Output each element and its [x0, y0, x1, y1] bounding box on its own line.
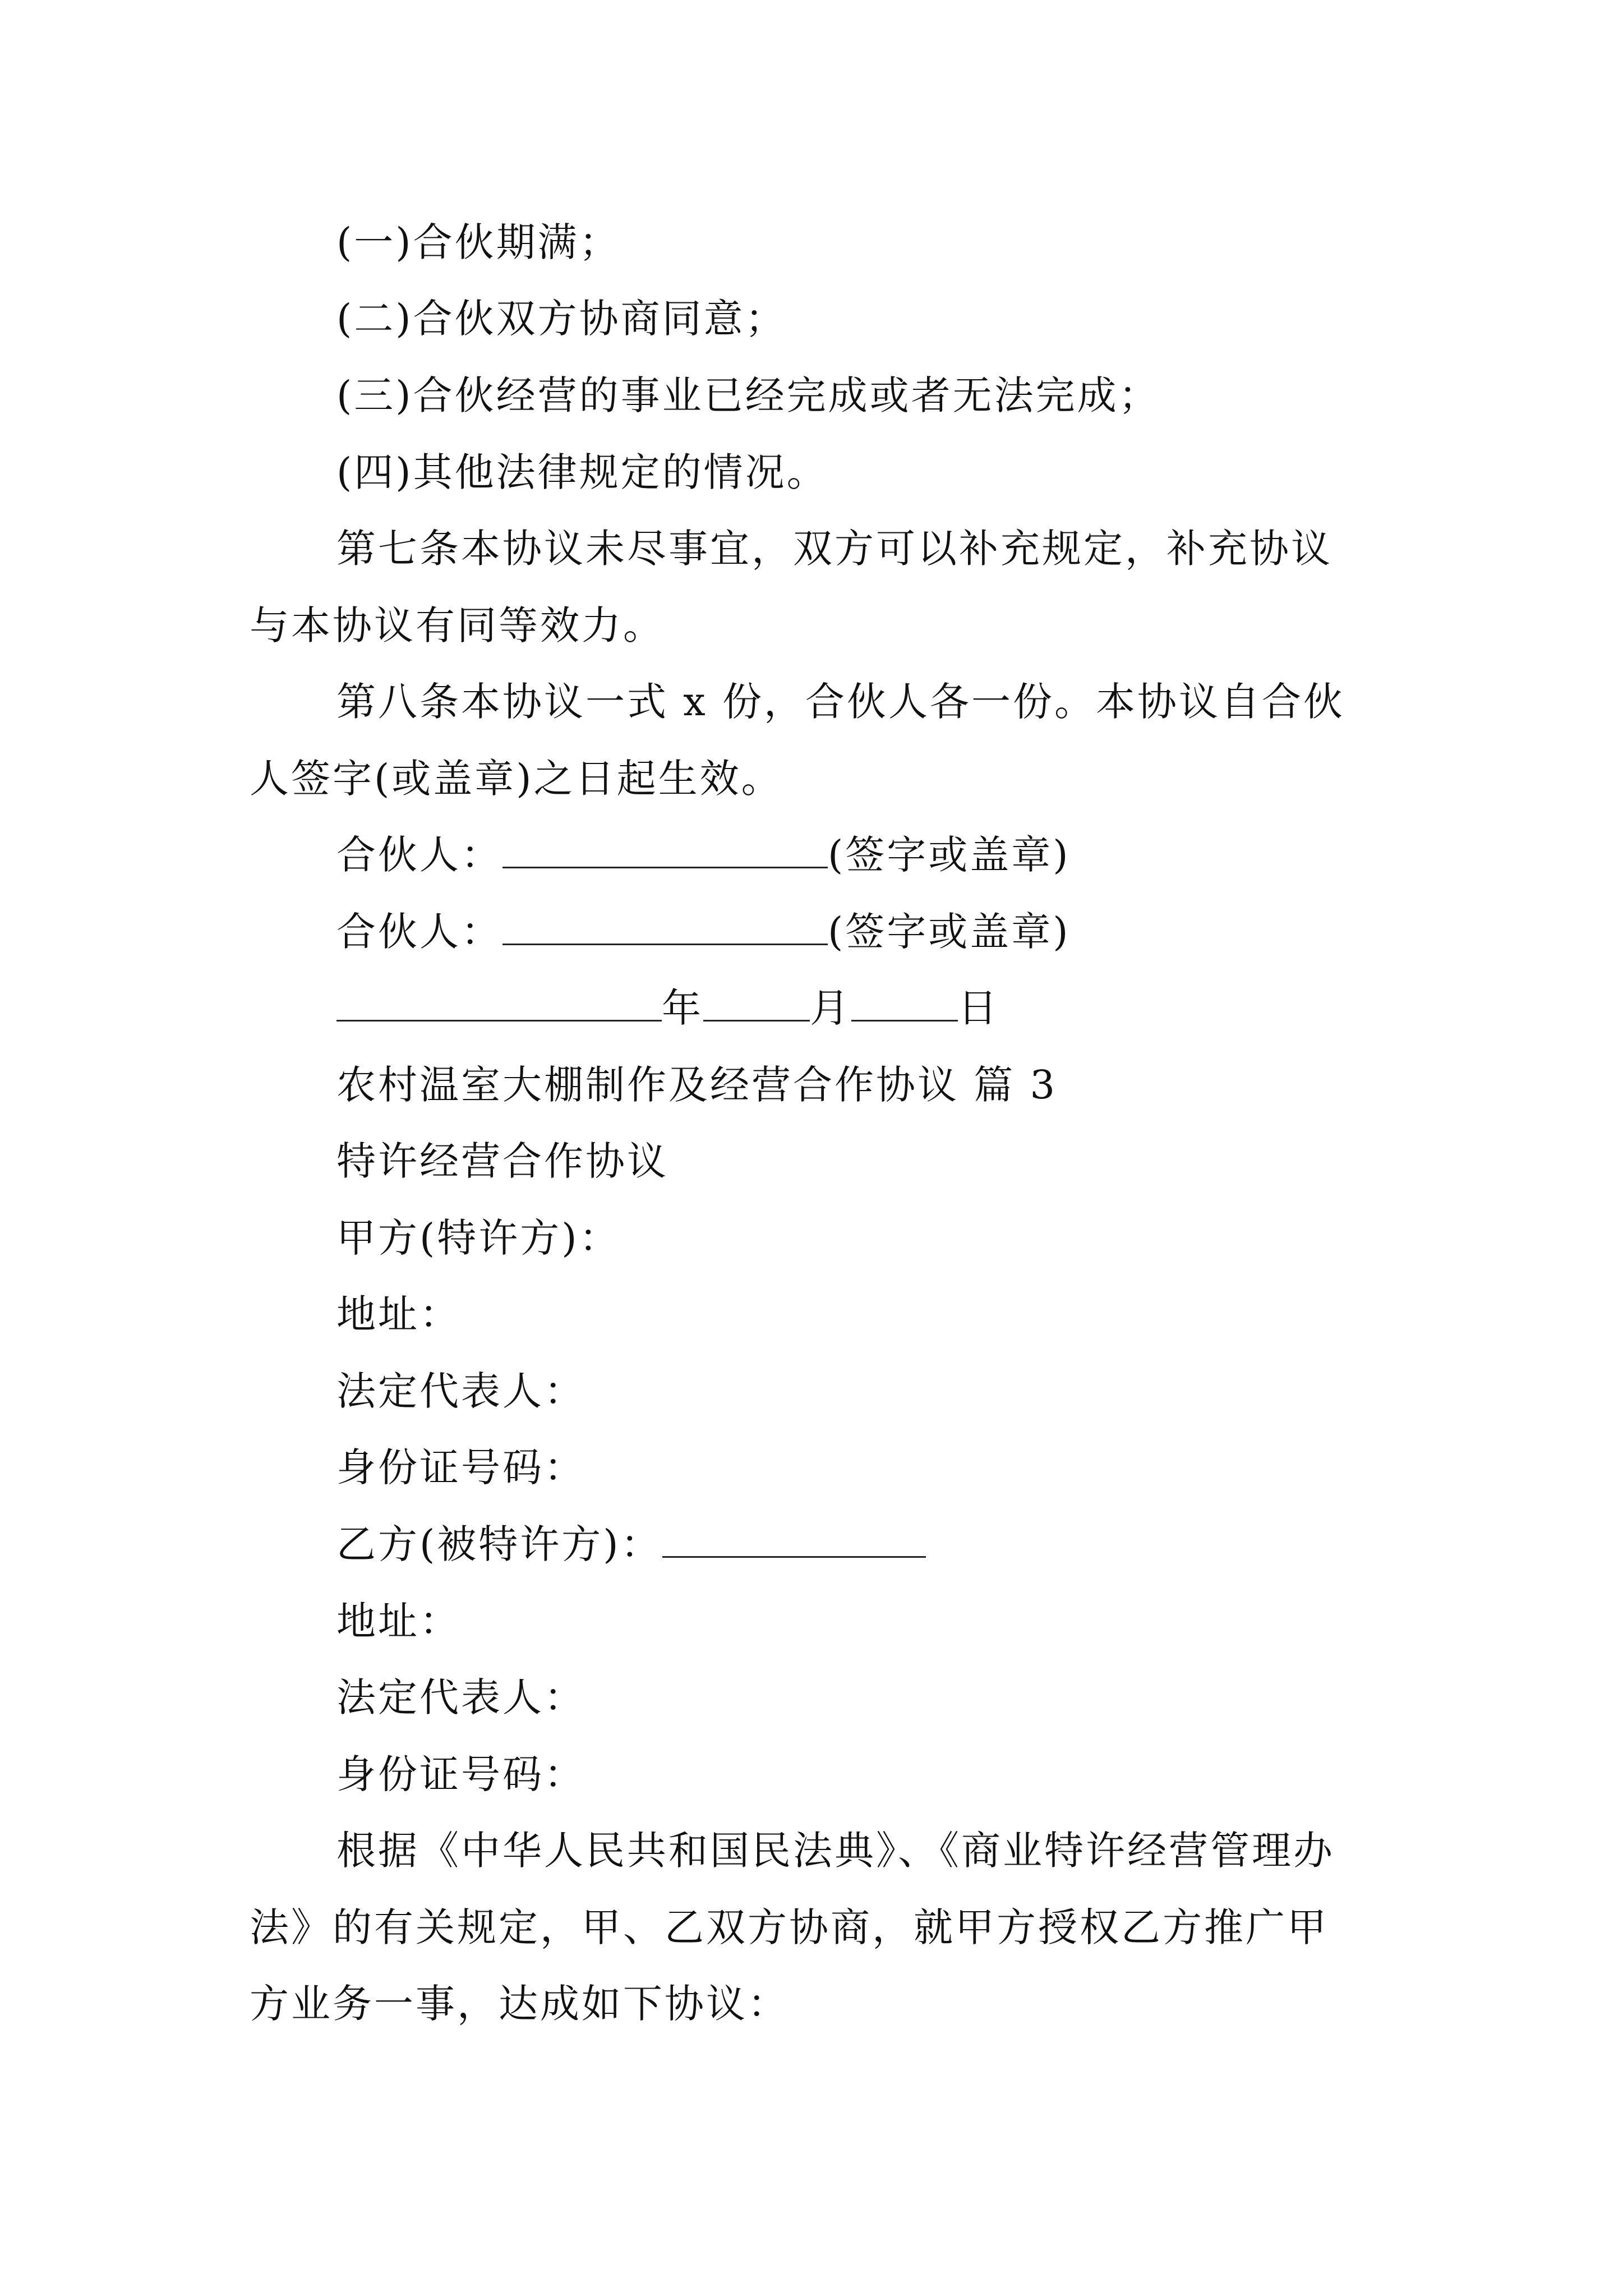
clause-item-3: (三)合伙经营的事业已经完成或者无法完成； [336, 372, 1160, 418]
signature-line-1 [336, 827, 1071, 883]
signature-label: 合伙人： [336, 909, 502, 955]
clause-item-4: (四)其他法律规定的情况。 [336, 449, 828, 495]
party-a-representative: 法定代表人： [336, 1368, 585, 1414]
article-8-line-1: 第八条本协议一式 x 份，合伙人各一份。本协议自合伙 [336, 679, 1345, 725]
signature-label: 合伙人： [336, 832, 502, 878]
date-line [336, 980, 999, 1036]
party-a-label: 甲方(特许方)： [336, 1215, 621, 1261]
party-b-label: 乙方(被特许方)： [336, 1521, 662, 1567]
signature-line-2 [336, 904, 1071, 960]
clause-item-2: (二)合伙双方协商同意； [336, 296, 787, 342]
party-b-address: 地址： [336, 1598, 461, 1644]
agreement-title: 特许经营合作协议 [336, 1138, 668, 1184]
party-b-line [336, 1516, 926, 1572]
signature-suffix: (签字或盖章) [828, 832, 1071, 878]
party-a-address: 地址： [336, 1291, 461, 1337]
party-b-id-number: 身份证号码： [336, 1751, 585, 1797]
month-blank [703, 985, 810, 1022]
date-year-label: 年 [662, 985, 703, 1031]
year-blank [336, 985, 662, 1022]
party-b-blank [662, 1521, 926, 1558]
article-7-line-1: 第七条本协议未尽事宜，双方可以补充规定，补充协议 [336, 526, 1332, 572]
preamble-line-2: 法》的有关规定，甲、乙双方协商，就甲方授权乙方推广甲 [250, 1904, 1329, 1950]
section-heading: 农村温室大棚制作及经营合作协议 篇 3 [336, 1062, 1058, 1108]
signature-blank [502, 909, 828, 945]
article-8-line-2: 人签字(或盖章)之日起生效。 [250, 756, 783, 802]
party-a-id-number: 身份证号码： [336, 1444, 585, 1490]
clause-item-1: (一)合伙期满； [336, 219, 621, 265]
article-7-line-2: 与本协议有同等效力。 [250, 602, 665, 648]
date-day-label: 日 [958, 985, 999, 1031]
date-month-label: 月 [810, 985, 851, 1031]
preamble-line-3: 方业务一事，达成如下协议： [250, 1981, 789, 2027]
party-b-representative: 法定代表人： [336, 1674, 585, 1720]
signature-blank [502, 832, 828, 868]
signature-suffix: (签字或盖章) [828, 909, 1071, 955]
day-blank [851, 985, 958, 1022]
preamble-line-1: 根据《中华人民共和国民法典》、《商业特许经营管理办 [336, 1828, 1335, 1874]
